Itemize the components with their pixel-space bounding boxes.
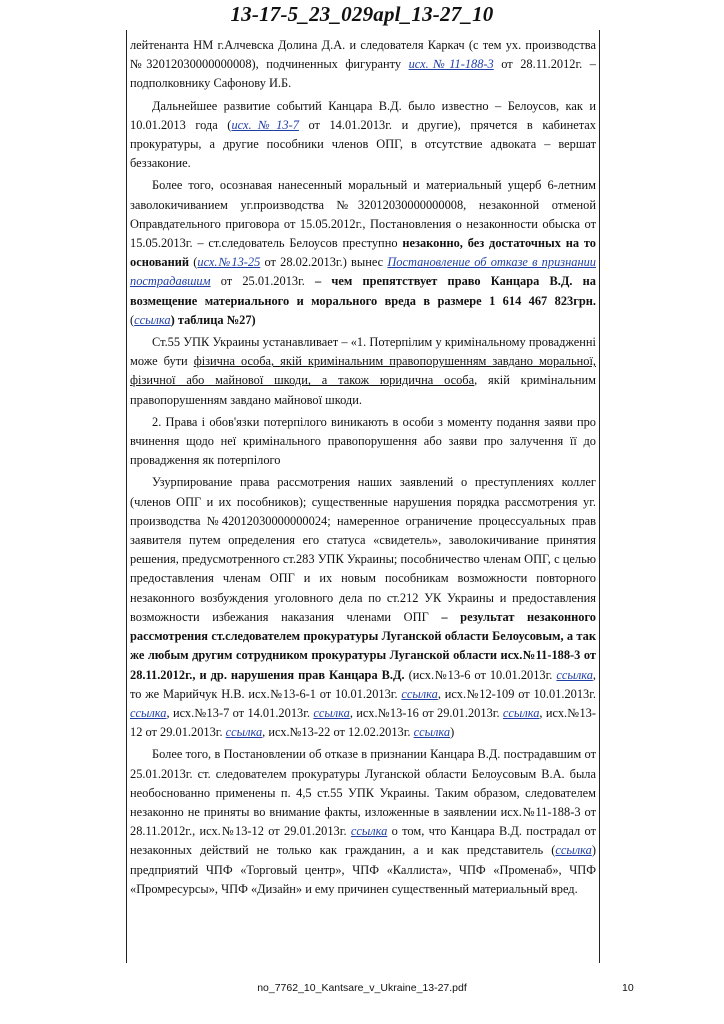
reference-link[interactable]: ссылка xyxy=(350,824,388,839)
text: , исх.№12-109 от 10.01.2013г. xyxy=(437,686,597,701)
text: , исх.№13-22 от 12.02.2013г. xyxy=(262,725,414,740)
bold-text: – результат незаконного рассмотрения ст.следователем прокуратуры Луганской области Белоусовым, а так же любым другим сотрудником прокуратуры Луганской области исх.№11-188-3 от 28.11.2012г., и др. нарушения прав Канцара В.Д. xyxy=(130,609,597,682)
reference-link[interactable]: ссылка xyxy=(225,725,263,740)
reference-link[interactable]: исх.№11-188-3 xyxy=(408,57,494,72)
reference-link[interactable]: исх.№13-7 xyxy=(231,117,299,132)
paragraph-1 xyxy=(130,36,596,94)
reference-link[interactable]: ссылка xyxy=(502,705,540,720)
text: (исх.№13-6 от 10.01.2013г. xyxy=(404,667,557,682)
bold-text: – чем препятствует право Канцара В.Д. на возмещение материального и морального вреда в размере 1 614 467 823грн. xyxy=(130,274,596,308)
text: о том, что Канцара В.Д. пострадал от незаконных действий не только как гражданин, а и как представитель ( xyxy=(130,824,596,858)
text: ( xyxy=(130,312,135,327)
text: от 28.02.2013г.) вынес xyxy=(260,255,388,270)
text: , то же Марийчук Н.В. исх.№13-6-1 от 10.01.2013г. xyxy=(130,667,597,701)
paragraph-5 xyxy=(130,413,596,471)
text: Узурпирование права рассмотрения наших заявлений о преступлениях коллег (членов ОПГ и их пособников); существенные нарушения порядка рассмотрения уг. производства №42012030000000024; намеренное ограничение процессуальных прав заявителя путем определения его статуса «свидетель», заволокичивание принятия решения, предусмотренного ст.283 УПК Украины; пособничество членам ОПГ, с целью предоставления членам ОПГ и их новым пособникам возможности повторного незаконного возбуждения уголовного дела по ст.212 УК Украины и предоставления возможности избежания наказания членами ОПГ xyxy=(130,475,596,624)
paragraph-4 xyxy=(130,333,596,410)
bold-text: ) таблица №27) xyxy=(170,312,256,327)
text: Ст.55 УПК Украины устанавливает – «1. Потерпілим у кримінальному провадженні може бути xyxy=(130,335,596,369)
reference-link[interactable]: исх.№13-25 xyxy=(197,255,261,270)
text: Дальнейшее развитие событий Канцара В.Д. было известно – Белоусов, как и 10.01.2013 года ( xyxy=(130,98,596,132)
reference-link[interactable]: ссылка xyxy=(401,686,438,701)
footer-filename: no_7762_10_Kantsare_v_Ukraine_13-27.pdf xyxy=(257,982,467,994)
paragraph-3 xyxy=(130,176,596,330)
text: лейтенанта НМ г.Алчевска Долина Д.А. и следователя Каркач (с тем ух. производства №32012030000000008), подчиненных фигуранту xyxy=(130,38,596,72)
bold-text: незаконно, без достаточных на то оснований xyxy=(130,236,597,270)
reference-link[interactable]: ссылка xyxy=(134,312,171,327)
reference-link[interactable]: Постановление об отказе в признании пострадавшим xyxy=(130,255,596,289)
text: , исх.№13-7 от 14.01.2013г. xyxy=(166,705,314,720)
reference-link[interactable]: ссылка xyxy=(556,667,593,682)
text: от 25.01.2013г. xyxy=(210,274,316,289)
reference-link[interactable]: ссылка xyxy=(413,725,451,740)
paragraph-2 xyxy=(130,97,596,174)
text: 2. Права і обов'язки потерпілого виникають в особи з моменту подання заяви про вчинення щодо неї кримінального правопорушення або заяви про залучення її до провадження як потерпілого xyxy=(130,414,596,468)
text: Более того, осознавая нанесенный моральный и материальный ущерб 6-летним заволокичиванием уг.производства №32012030000000008, незаконной отменой Оправдательного приговора от 15.05.2012г., Постановления о незаконности обыска от 15.05.2013г. – ст.следователь Белоусов преступно xyxy=(130,178,596,251)
text: ) предприятий ЧПФ «Торговый центр», ЧПФ «Каллиста», ЧПФ «Променаб», ЧПФ «Промресурсы», ЧПФ «Дизайн» и ему причинен существенный материальный вред. xyxy=(130,843,596,896)
reference-link[interactable]: ссылка xyxy=(130,705,167,720)
document-title: 13-17-5_23_029apl_13-27_10 xyxy=(230,2,494,26)
text: от 28.11.2012г. – подполковнику Сафонову И.Б. xyxy=(130,57,596,91)
text: , исх.№13-12 от 29.01.2013г. xyxy=(130,705,597,740)
text: Более того, в Постановлении об отказе в признании Канцара В.Д. пострадавшим от 25.01.2013г. ст. следователем прокуратуры Луганской области Белоусовым В.А. была необоснованно применены п. 4,5 ст.55 УПК Украины. Таким образом, следователем незаконно не приняты во внимание факты, изложенные в заявлении исх.№11-188-3 от 28.11.2012г., исх.№13-12 от 29.01.2013г. xyxy=(130,747,596,839)
text: от 14.01.2013г. и другие), прячется в кабинетах прокуратуры, а другие пособники членов ОПГ, в отсутствие адвоката – вершат беззаконие. xyxy=(130,117,596,171)
text: , якій кримінальним правопорушенням завдано майнової шкоди. xyxy=(130,373,596,407)
reference-link[interactable]: ссылка xyxy=(313,705,350,720)
document-body xyxy=(130,36,596,902)
text: ) xyxy=(450,725,455,740)
paragraph-7 xyxy=(130,745,596,899)
underlined-text: фізична особа, якій кримінальним правопорушенням завдано моральної, фізичної або майнової шкоди, а також юридична особа xyxy=(130,354,596,388)
text: ( xyxy=(189,255,198,270)
text: , исх.№13-16 от 29.01.2013г. xyxy=(349,705,503,720)
page-footer xyxy=(0,982,724,998)
page-number: 10 xyxy=(622,982,634,994)
reference-link[interactable]: ссылка xyxy=(555,843,592,858)
paragraph-6 xyxy=(130,473,596,742)
